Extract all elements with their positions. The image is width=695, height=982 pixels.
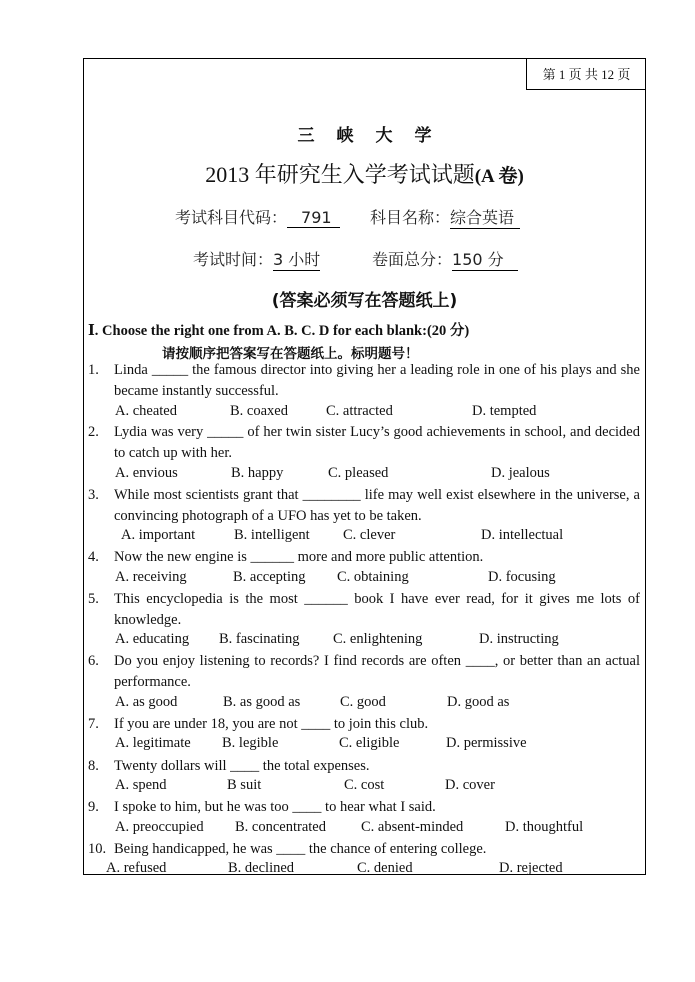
question-stem: Do you enjoy listening to records? I find records are often ____, or better than an actual performance. xyxy=(114,653,640,690)
question-stem: Lydia was very _____ of her twin sister Lucy’s good achievements in school, and decided to catch up with her. xyxy=(114,424,640,461)
option-d: D. thoughtful xyxy=(505,819,584,835)
option-d: D. intellectual xyxy=(481,527,564,543)
exam-paper-version: (A 卷) xyxy=(474,166,524,187)
option-b: B. accepting xyxy=(233,569,306,585)
option-b: B. happy xyxy=(231,465,284,481)
option-a: A. spend xyxy=(115,777,167,793)
answer-sheet-note: (答案必须写在答题纸上) xyxy=(271,291,458,311)
subject-code-value: 791 xyxy=(287,208,340,228)
question-number: 6. xyxy=(88,653,99,669)
option-c: C. eligible xyxy=(339,735,400,751)
question-7-options xyxy=(88,735,640,755)
question-3 xyxy=(88,485,640,527)
university-name: 三峡大学 xyxy=(297,126,454,145)
option-d: D. permissive xyxy=(446,735,527,751)
question-stem: While most scientists grant that ________ life may well exist elsewhere in the universe, a convincing photograph of a UFO has yet to be taken. xyxy=(114,487,640,524)
question-stem: This encyclopedia is the most ______ book I have ever read, for it gives me lots of knowledge. xyxy=(114,591,640,628)
page-number-box: 第 1 页 共 12 页 xyxy=(526,58,646,90)
question-5-options xyxy=(88,631,640,651)
question-number: 7. xyxy=(88,716,99,732)
exam-time-label: 考试时间： xyxy=(193,250,274,269)
option-a: A. educating xyxy=(115,631,190,647)
question-number: 4. xyxy=(88,549,99,565)
section-instruction: 请按顺序把答案写在答题纸上。标明题号！ xyxy=(162,346,419,362)
subject-code-row xyxy=(175,205,340,228)
option-a: A. envious xyxy=(115,465,178,481)
option-c: C. denied xyxy=(357,860,413,876)
subject-name-row xyxy=(370,205,520,229)
total-score-row xyxy=(372,247,518,271)
total-score-value: 150 分 xyxy=(452,247,518,271)
question-number: 8. xyxy=(88,758,99,774)
option-d: D. good as xyxy=(447,694,510,710)
option-b: B. fascinating xyxy=(219,631,300,647)
option-b: B suit xyxy=(227,777,262,793)
question-number: 1. xyxy=(88,362,99,378)
question-number: 5. xyxy=(88,591,99,607)
question-2 xyxy=(88,422,640,464)
question-number: 2. xyxy=(88,424,99,440)
question-stem: Linda _____ the famous director into giving her a leading role in one of his plays and she became instantly successful. xyxy=(114,362,640,399)
option-c: C. attracted xyxy=(326,403,393,419)
question-number: 9. xyxy=(88,799,99,815)
question-10 xyxy=(88,839,640,860)
exam-time-value: 3 小时 xyxy=(273,247,320,271)
option-c: C. good xyxy=(340,694,386,710)
option-a: A. receiving xyxy=(115,569,187,585)
exam-title-main: 2013 年研究生入学考试试题 xyxy=(205,162,475,187)
option-b: B. concentrated xyxy=(235,819,326,835)
option-b: B. legible xyxy=(222,735,279,751)
question-7 xyxy=(88,714,640,735)
question-4 xyxy=(88,547,640,568)
question-1 xyxy=(88,360,640,402)
option-c: C. enlightening xyxy=(333,631,423,647)
question-8 xyxy=(88,756,640,777)
question-6 xyxy=(88,651,640,693)
option-a: A. as good xyxy=(115,694,178,710)
option-c: C. obtaining xyxy=(337,569,409,585)
option-a: A. refused xyxy=(106,860,167,876)
option-b: B. declined xyxy=(228,860,295,876)
option-b: B. as good as xyxy=(223,694,301,710)
option-a: A. preoccupied xyxy=(115,819,204,835)
option-d: D. instructing xyxy=(479,631,559,647)
question-5 xyxy=(88,589,640,631)
option-d: D. jealous xyxy=(491,465,550,481)
subject-code-label: 考试科目代码： xyxy=(175,208,288,227)
option-a: A. legitimate xyxy=(115,735,191,751)
option-b: B. intelligent xyxy=(234,527,310,543)
question-9 xyxy=(88,797,640,818)
question-6-options xyxy=(88,694,640,714)
option-a: A. important xyxy=(121,527,196,543)
question-4-options xyxy=(88,569,640,589)
question-2-options xyxy=(88,465,640,485)
exam-title xyxy=(83,158,646,189)
option-d: D. tempted xyxy=(472,403,537,419)
question-1-options xyxy=(88,403,640,423)
option-c: C. pleased xyxy=(328,465,389,481)
question-number: 10. xyxy=(88,841,107,857)
question-stem: Now the new engine is ______ more and more public attention. xyxy=(114,549,484,565)
question-number: 3. xyxy=(88,487,99,503)
exam-time-row xyxy=(193,247,320,271)
question-8-options xyxy=(88,777,640,797)
question-3-options xyxy=(88,527,640,547)
option-b: B. coaxed xyxy=(230,403,288,419)
question-9-options xyxy=(88,819,640,839)
option-c: C. absent-minded xyxy=(361,819,464,835)
option-d: D. focusing xyxy=(488,569,556,585)
option-c: C. clever xyxy=(343,527,396,543)
question-stem: I spoke to him, but he was too ____ to hear what I said. xyxy=(114,799,436,815)
question-stem: If you are under 18, you are not ____ to join this club. xyxy=(114,716,429,732)
option-c: C. cost xyxy=(344,777,385,793)
subject-name-label: 科目名称： xyxy=(370,208,451,227)
question-stem: Being handicapped, he was ____ the chance of entering college. xyxy=(114,841,487,857)
section-title: Ⅰ. Choose the right one from A. B. C. D for each blank:(20 分) xyxy=(88,323,470,339)
question-stem: Twenty dollars will ____ the total expenses. xyxy=(114,758,370,774)
total-score-label: 卷面总分： xyxy=(372,250,453,269)
option-a: A. cheated xyxy=(115,403,177,419)
option-d: D. rejected xyxy=(499,860,563,876)
subject-name-value: 综合英语 xyxy=(450,205,520,229)
option-d: D. cover xyxy=(445,777,495,793)
question-10-options xyxy=(88,860,640,880)
